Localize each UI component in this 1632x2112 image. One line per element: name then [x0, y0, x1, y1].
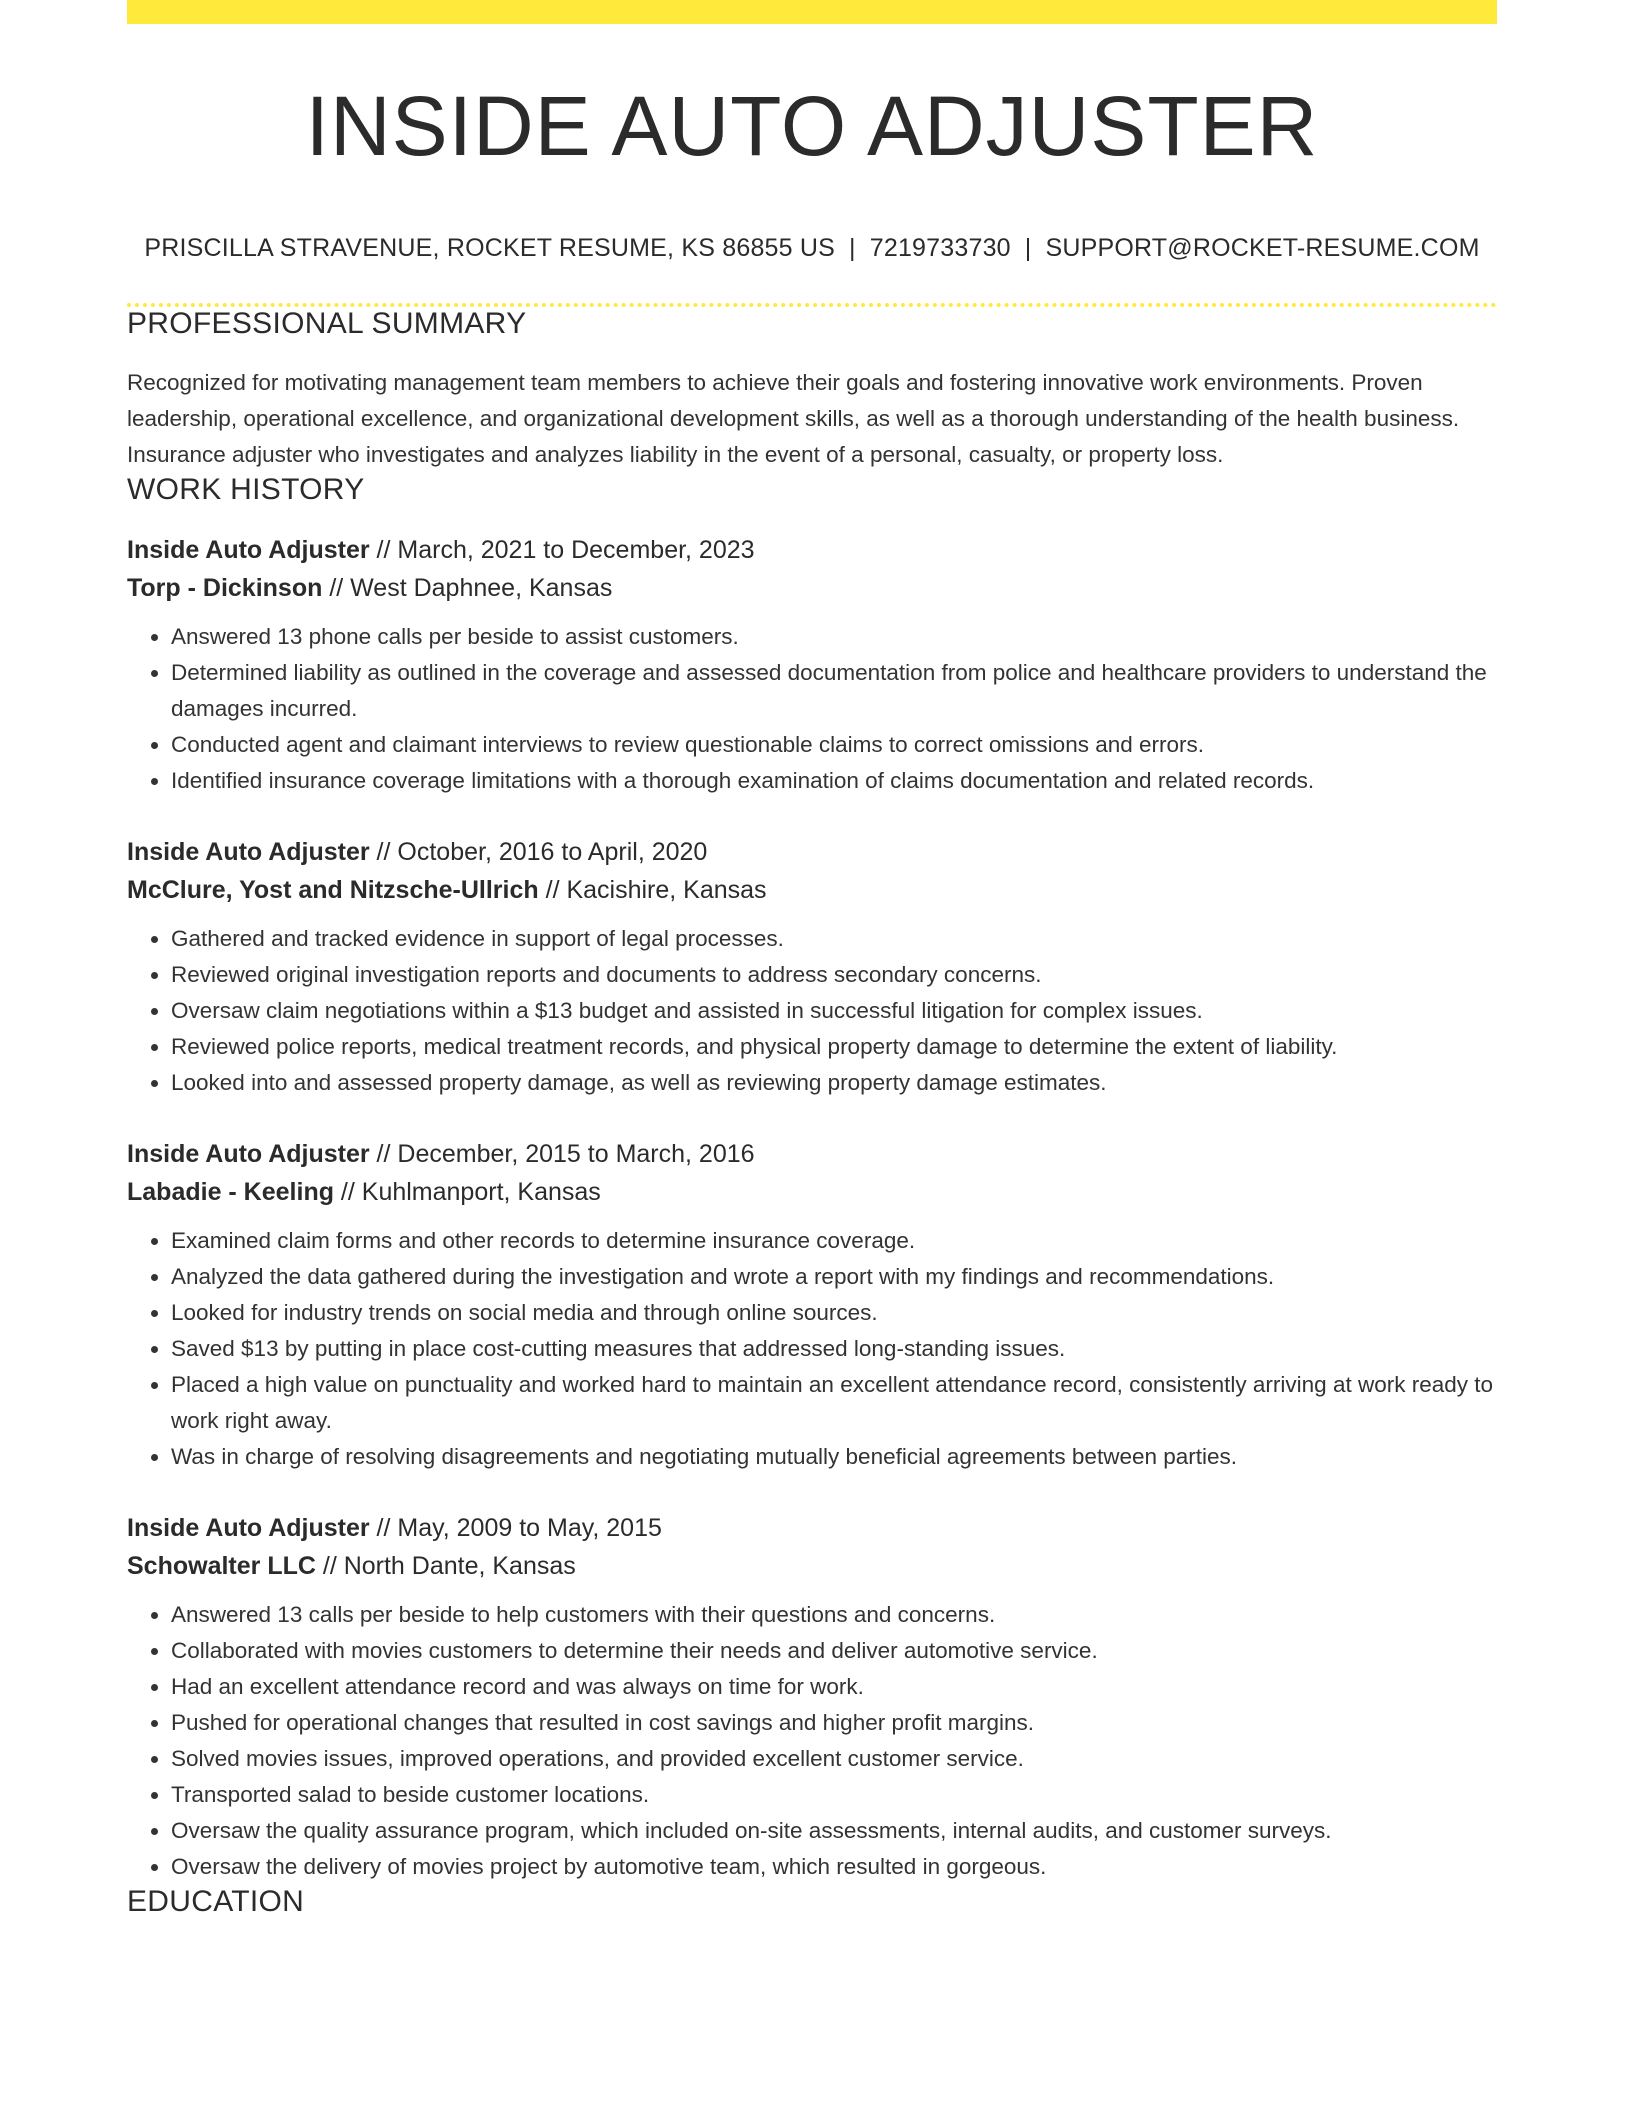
job-title: Inside Auto Adjuster	[127, 1140, 370, 1168]
job-dates: // October, 2016 to April, 2020	[369, 838, 708, 866]
summary-text: Recognized for motivating management team members to achieve their goals and fostering innovative work environments. Proven leadership, operational excellence, and organizational development skills, as well as a thorough understanding of the health business. Insurance adjuster who investigates and analyzes liability in the event of a personal, casualty, or property loss.	[127, 370, 1460, 467]
job-bullet: • Oversaw the quality assurance program, which included on-site assessments, internal audits, and customer surveys.	[171, 1813, 1497, 1849]
job-bullets	[127, 619, 1497, 799]
job-title-line	[127, 833, 1497, 871]
job-company: Schowalter LLC	[127, 1552, 316, 1580]
job-title: Inside Auto Adjuster	[127, 838, 370, 866]
job-location: // Kuhlmanport, Kansas	[333, 1178, 601, 1206]
contact-email[interactable]: SUPPORT@ROCKET-RESUME.COM	[1045, 234, 1480, 262]
contact-phone[interactable]: 7219733730	[869, 234, 1011, 262]
job-bullet: • Oversaw the delivery of movies project by automotive team, which resulted in gorgeous.	[171, 1849, 1497, 1885]
job-bullet: • Was in charge of resolving disagreements and negotiating mutually beneficial agreements between parties.	[171, 1439, 1497, 1475]
job-bullet: • Examined claim forms and other records to determine insurance coverage.	[171, 1223, 1497, 1259]
job-bullet: • Determined liability as outlined in the coverage and assessed documentation from police and healthcare providers to understand the damages incurred.	[171, 655, 1497, 727]
job-company: Labadie - Keeling	[127, 1178, 334, 1206]
job-entry	[127, 1135, 1497, 1475]
job-dates: // December, 2015 to March, 2016	[369, 1140, 755, 1168]
job-bullets	[127, 921, 1497, 1101]
job-bullet: • Identified insurance coverage limitations with a thorough examination of claims documentation and related records.	[171, 763, 1497, 799]
job-bullet: • Reviewed original investigation reports and documents to address secondary concerns.	[171, 957, 1497, 993]
job-title-line	[127, 531, 1497, 569]
job-bullet: • Had an excellent attendance record and was always on time for work.	[171, 1669, 1497, 1705]
job-bullet: • Pushed for operational changes that resulted in cost savings and higher profit margins.	[171, 1705, 1497, 1741]
job-entry	[127, 833, 1497, 1101]
job-bullet: • Collaborated with movies customers to determine their needs and deliver automotive service.	[171, 1633, 1497, 1669]
job-bullet: • Looked into and assessed property damage, as well as reviewing property damage estimates.	[171, 1065, 1497, 1101]
job-title: Inside Auto Adjuster	[127, 1514, 370, 1542]
job-company: McClure, Yost and Nitzsche-Ullrich	[127, 876, 539, 904]
contact-separator: |	[1024, 234, 1032, 262]
job-bullet: • Placed a high value on punctuality and worked hard to maintain an excellent attendance record, consistently arriving at work ready to work right away.	[171, 1367, 1497, 1439]
contact-line	[127, 234, 1497, 263]
job-bullet: • Reviewed police reports, medical treatment records, and physical property damage to determine the extent of liability.	[171, 1029, 1497, 1065]
job-entry	[127, 531, 1497, 799]
job-location: // North Dante, Kansas	[315, 1552, 576, 1580]
job-dates: // May, 2009 to May, 2015	[369, 1514, 662, 1542]
job-location: // West Daphnee, Kansas	[322, 574, 613, 602]
job-bullet: • Answered 13 calls per beside to help customers with their questions and concerns.	[171, 1597, 1497, 1633]
job-bullet: • Conducted agent and claimant interviews to review questionable claims to correct omissions and errors.	[171, 727, 1497, 763]
job-bullets	[127, 1597, 1497, 1885]
accent-top-bar	[127, 0, 1497, 24]
job-company-line	[127, 1547, 1497, 1585]
job-title: Inside Auto Adjuster	[127, 536, 370, 564]
job-bullets	[127, 1223, 1497, 1475]
job-bullet: • Solved movies issues, improved operations, and provided excellent customer service.	[171, 1741, 1497, 1777]
section-title-education: EDUCATION	[127, 1885, 305, 1918]
resume-name: INSIDE AUTO ADJUSTER	[305, 79, 1319, 173]
section-title-summary: PROFESSIONAL SUMMARY	[127, 307, 527, 340]
job-company: Torp - Dickinson	[127, 574, 323, 602]
job-location: // Kacishire, Kansas	[538, 876, 767, 904]
job-bullet: • Gathered and tracked evidence in support of legal processes.	[171, 921, 1497, 957]
contact-address: PRISCILLA STRAVENUE, ROCKET RESUME, KS 86855 US	[144, 234, 836, 262]
job-bullet: • Answered 13 phone calls per beside to assist customers.	[171, 619, 1497, 655]
job-title-line	[127, 1135, 1497, 1173]
job-title-line	[127, 1509, 1497, 1547]
resume-page	[127, 0, 1497, 1919]
job-bullet: • Looked for industry trends on social media and through online sources.	[171, 1295, 1497, 1331]
job-entry	[127, 1509, 1497, 1885]
job-bullet: • Transported salad to beside customer locations.	[171, 1777, 1497, 1813]
job-bullet: • Oversaw claim negotiations within a $13 budget and assisted in successful litigation for complex issues.	[171, 993, 1497, 1029]
job-company-line	[127, 569, 1497, 607]
job-company-line	[127, 1173, 1497, 1211]
job-bullet: • Analyzed the data gathered during the investigation and wrote a report with my findings and recommendations.	[171, 1259, 1497, 1295]
job-dates: // March, 2021 to December, 2023	[369, 536, 755, 564]
work-history-list	[127, 531, 1497, 1885]
section-title-work-history: WORK HISTORY	[127, 473, 365, 506]
contact-separator: |	[849, 234, 856, 262]
job-company-line	[127, 871, 1497, 909]
job-bullet: • Saved $13 by putting in place cost-cutting measures that addressed long-standing issues.	[171, 1331, 1497, 1367]
